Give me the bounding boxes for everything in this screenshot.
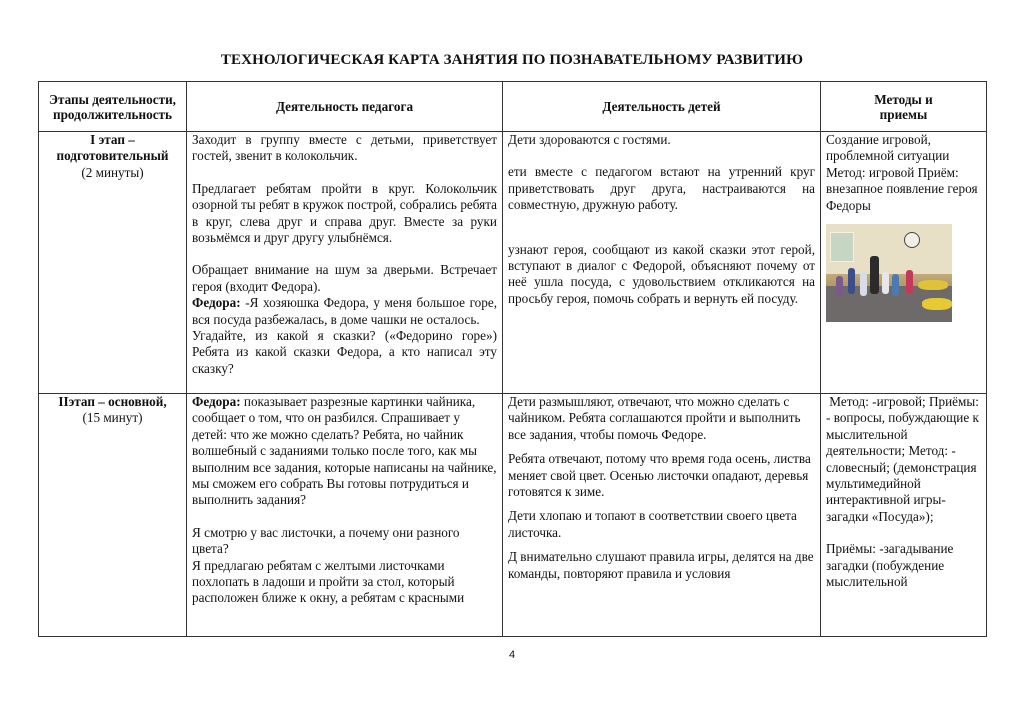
header-teacher: Деятельность педагога — [187, 82, 503, 132]
teacher-paragraph: Предлагает ребятам пройти в круг. Колокольчик озорной ты ребят в кружок построй, собрались ребята в круг, слева друг и справа друг. Вместе за руки возьмёмся и друг другу улыбнёмся. — [192, 180, 497, 246]
children-activity-cell — [503, 132, 821, 394]
speaker-label: Федора: — [192, 394, 241, 409]
speaker-text: показывает разрезные картинки чайника, сообщает о том, что он разбился. Спрашивает у детей: что же можно сделать? Ребята, но чайник волшебный с заданиями только после того, как мы выполним все задания, которые написаны на чайнике, мы сможем его собрать Вы готовы потрудиться и выполнить задания? — [192, 394, 497, 508]
table-row — [39, 394, 987, 637]
classroom-photo — [826, 224, 952, 322]
header-stages: Этапы деятельности, продолжительность — [39, 82, 187, 132]
page-number: 4 — [508, 649, 516, 661]
methods-cell — [821, 132, 987, 394]
teacher-paragraph — [192, 295, 497, 328]
teacher-activity-cell — [187, 394, 503, 637]
children-paragraph: Дети хлопаю и топают в соответствии своего цвета листочка. — [508, 508, 797, 540]
children-paragraph: Дети размышляют, отвечают, что можно сделать с чайником. Ребята соглашаются пройти и выполнить все задания, чтобы помочь Федоре. — [508, 394, 801, 442]
stage-name: IIэтап – основной, — [58, 394, 167, 409]
children-activity-cell — [503, 394, 821, 637]
teacher-paragraph: Заходит в группу вместе с детьми, приветствует гостей, звенит в колокольчик. — [192, 132, 497, 164]
children-paragraph: узнают героя, сообщают из какой сказки этот герой, вступают в диалог с Федорой, объясняют почему от неё ушла посуда, с удовольствием откликаются на просьбу героя, помочь собрать и вернуть ей посуду. — [508, 241, 815, 306]
children-paragraph: Ребята отвечают, потому что время года осень, листва меняет свой цвет. Осенью листочки опадают, деревья готовятся к зиме. — [508, 451, 811, 500]
methods-text: Приёмы: -загадывание загадки (побуждение мыслительной — [826, 541, 954, 590]
table-row — [39, 132, 987, 394]
table-header-row — [39, 82, 987, 132]
page-title: ТЕХНОЛОГИЧЕСКАЯ КАРТА ЗАНЯТИЯ ПО ПОЗНАВАТЕЛЬНОМУ РАЗВИТИЮ — [220, 52, 804, 68]
teacher-paragraph: Обращает внимание на шум за дверьми. Встречает героя (входит Федора). — [192, 262, 497, 294]
children-paragraph: Д внимательно слушают правила игры, делятся на две команды, повторяют правила и условия — [508, 549, 814, 581]
methods-text: Создание игровой, проблемной ситуации Метод: игровой Приём: внезапное появление героя Федоры — [826, 132, 978, 213]
teacher-paragraph: Я предлагаю ребятам с желтыми листочками похлопать в ладоши и пройти за стол, который расположен ближе к окну, а ребятам с красными — [192, 557, 465, 606]
technology-card-table — [38, 81, 987, 637]
speaker-label: Федора: — [192, 295, 241, 311]
stage-cell — [39, 394, 187, 637]
teacher-paragraph — [192, 394, 497, 509]
header-methods: Методы и приемы — [821, 82, 987, 132]
teacher-paragraph: Угадайте, из какой я сказки? («Федорино горе») Ребята из какой сказки Федора, а кто написал эту сказку? — [192, 328, 497, 376]
teacher-paragraph: Я смотрю у вас листочки, а почему они разного цвета? — [192, 524, 460, 557]
stage-duration: (2 минуты) — [81, 164, 144, 180]
children-paragraph: ети вместе с педагогом встают на утренний круг приветствовать друг друга, настраиваются на совместную, дружную работу. — [508, 164, 815, 213]
methods-cell — [821, 394, 987, 637]
children-paragraph: Дети здороваются с гостями. — [508, 132, 671, 147]
methods-text: Метод: -игровой; Приёмы: - вопросы, побуждающие к мыслительной деятельности; Метод: - словесный; (демонстрация мультимедийной интерактивной игры- загадки «Посуда»); — [826, 394, 983, 524]
header-children: Деятельность детей — [503, 82, 821, 132]
teacher-activity-cell — [187, 132, 503, 394]
stage-name: I этап – подготовительный — [56, 132, 169, 164]
stage-cell — [39, 132, 187, 394]
speaker-text: -Я хозяюшка Федора, у меня большое горе, вся посуда разбежалась, в доме чашки не осталось. — [192, 295, 497, 327]
stage-duration: (15 минут) — [82, 410, 143, 426]
